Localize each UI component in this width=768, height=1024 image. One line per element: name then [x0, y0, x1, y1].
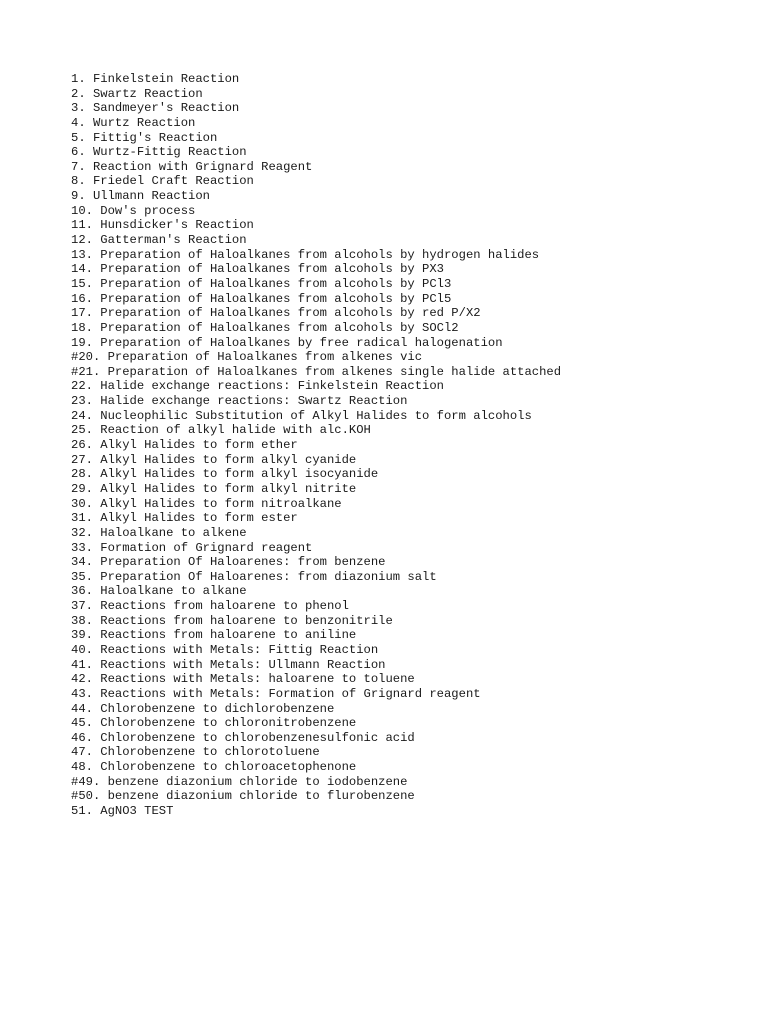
list-item: 32. Haloalkane to alkene	[71, 525, 247, 540]
list-item: 35. Preparation Of Haloarenes: from diazonium salt	[71, 569, 437, 584]
list-item: 7. Reaction with Grignard Reagent	[71, 159, 313, 174]
list-item: 26. Alkyl Halides to form ether	[71, 438, 298, 453]
list-item: 4. Wurtz Reaction	[71, 115, 196, 130]
list-item: 48. Chlorobenzene to chloroacetophenone	[71, 760, 357, 775]
list-item: 18. Preparation of Haloalkanes from alcohols by SOCl2	[71, 320, 459, 335]
list-item: 14. Preparation of Haloalkanes from alcohols by PX3	[71, 262, 444, 277]
list-item: #50. benzene diazonium chloride to flurobenzene	[71, 789, 415, 804]
reaction-list	[71, 72, 561, 819]
list-item: 13. Preparation of Haloalkanes from alcohols by hydrogen halides	[71, 247, 540, 262]
list-item: 27. Alkyl Halides to form alkyl cyanide	[71, 452, 357, 467]
list-item: 23. Halide exchange reactions: Swartz Reaction	[71, 394, 408, 409]
list-item: 51. AgNO3 TEST	[71, 804, 174, 819]
list-item: 28. Alkyl Halides to form alkyl isocyanide	[71, 467, 379, 482]
list-item: 12. Gatterman's Reaction	[71, 233, 247, 248]
list-item: 11. Hunsdicker's Reaction	[71, 218, 254, 233]
list-item: 3. Sandmeyer's Reaction	[71, 101, 240, 116]
list-item: 17. Preparation of Haloalkanes from alcohols by red P/X2	[71, 306, 481, 321]
list-item: 22. Halide exchange reactions: Finkelstein Reaction	[71, 379, 444, 394]
list-item: 10. Dow's process	[71, 203, 196, 218]
list-item: 15. Preparation of Haloalkanes from alcohols by PCl3	[71, 276, 452, 291]
list-item: 19. Preparation of Haloalkanes by free radical halogenation	[71, 335, 503, 350]
list-item: 6. Wurtz-Fittig Reaction	[71, 145, 247, 160]
list-item: 34. Preparation Of Haloarenes: from benzene	[71, 555, 386, 570]
list-item: 36. Haloalkane to alkane	[71, 584, 247, 599]
list-item: 30. Alkyl Halides to form nitroalkane	[71, 496, 342, 511]
list-item: 29. Alkyl Halides to form alkyl nitrite	[71, 481, 357, 496]
list-item: 43. Reactions with Metals: Formation of Grignard reagent	[71, 686, 481, 701]
list-item: 47. Chlorobenzene to chlorotoluene	[71, 745, 320, 760]
list-item: #20. Preparation of Haloalkanes from alkenes vic	[71, 350, 423, 365]
list-item: #49. benzene diazonium chloride to iodobenzene	[71, 774, 408, 789]
list-item: 41. Reactions with Metals: Ullmann Reaction	[71, 657, 386, 672]
list-item: 42. Reactions with Metals: haloarene to toluene	[71, 672, 415, 687]
list-item: #21. Preparation of Haloalkanes from alkenes single halide attached	[71, 364, 562, 379]
list-item: 44. Chlorobenzene to dichlorobenzene	[71, 701, 335, 716]
list-item: 37. Reactions from haloarene to phenol	[71, 599, 349, 614]
list-item: 5. Fittig's Reaction	[71, 130, 218, 145]
list-item: 39. Reactions from haloarene to aniline	[71, 628, 357, 643]
list-item: 16. Preparation of Haloalkanes from alcohols by PCl5	[71, 291, 452, 306]
list-item: 33. Formation of Grignard reagent	[71, 540, 313, 555]
list-item: 38. Reactions from haloarene to benzonitrile	[71, 613, 393, 628]
list-item: 2. Swartz Reaction	[71, 86, 203, 101]
list-item: 8. Friedel Craft Reaction	[71, 174, 254, 189]
list-item: 9. Ullmann Reaction	[71, 189, 210, 204]
list-item: 24. Nucleophilic Substitution of Alkyl Halides to form alcohols	[71, 408, 532, 423]
list-item: 40. Reactions with Metals: Fittig Reaction	[71, 642, 379, 657]
list-item: 45. Chlorobenzene to chloronitrobenzene	[71, 716, 357, 731]
list-item: 31. Alkyl Halides to form ester	[71, 511, 298, 526]
list-item: 1. Finkelstein Reaction	[71, 72, 240, 86]
list-item: 46. Chlorobenzene to chlorobenzenesulfonic acid	[71, 730, 415, 745]
list-item: 25. Reaction of alkyl halide with alc.KOH	[71, 423, 371, 438]
